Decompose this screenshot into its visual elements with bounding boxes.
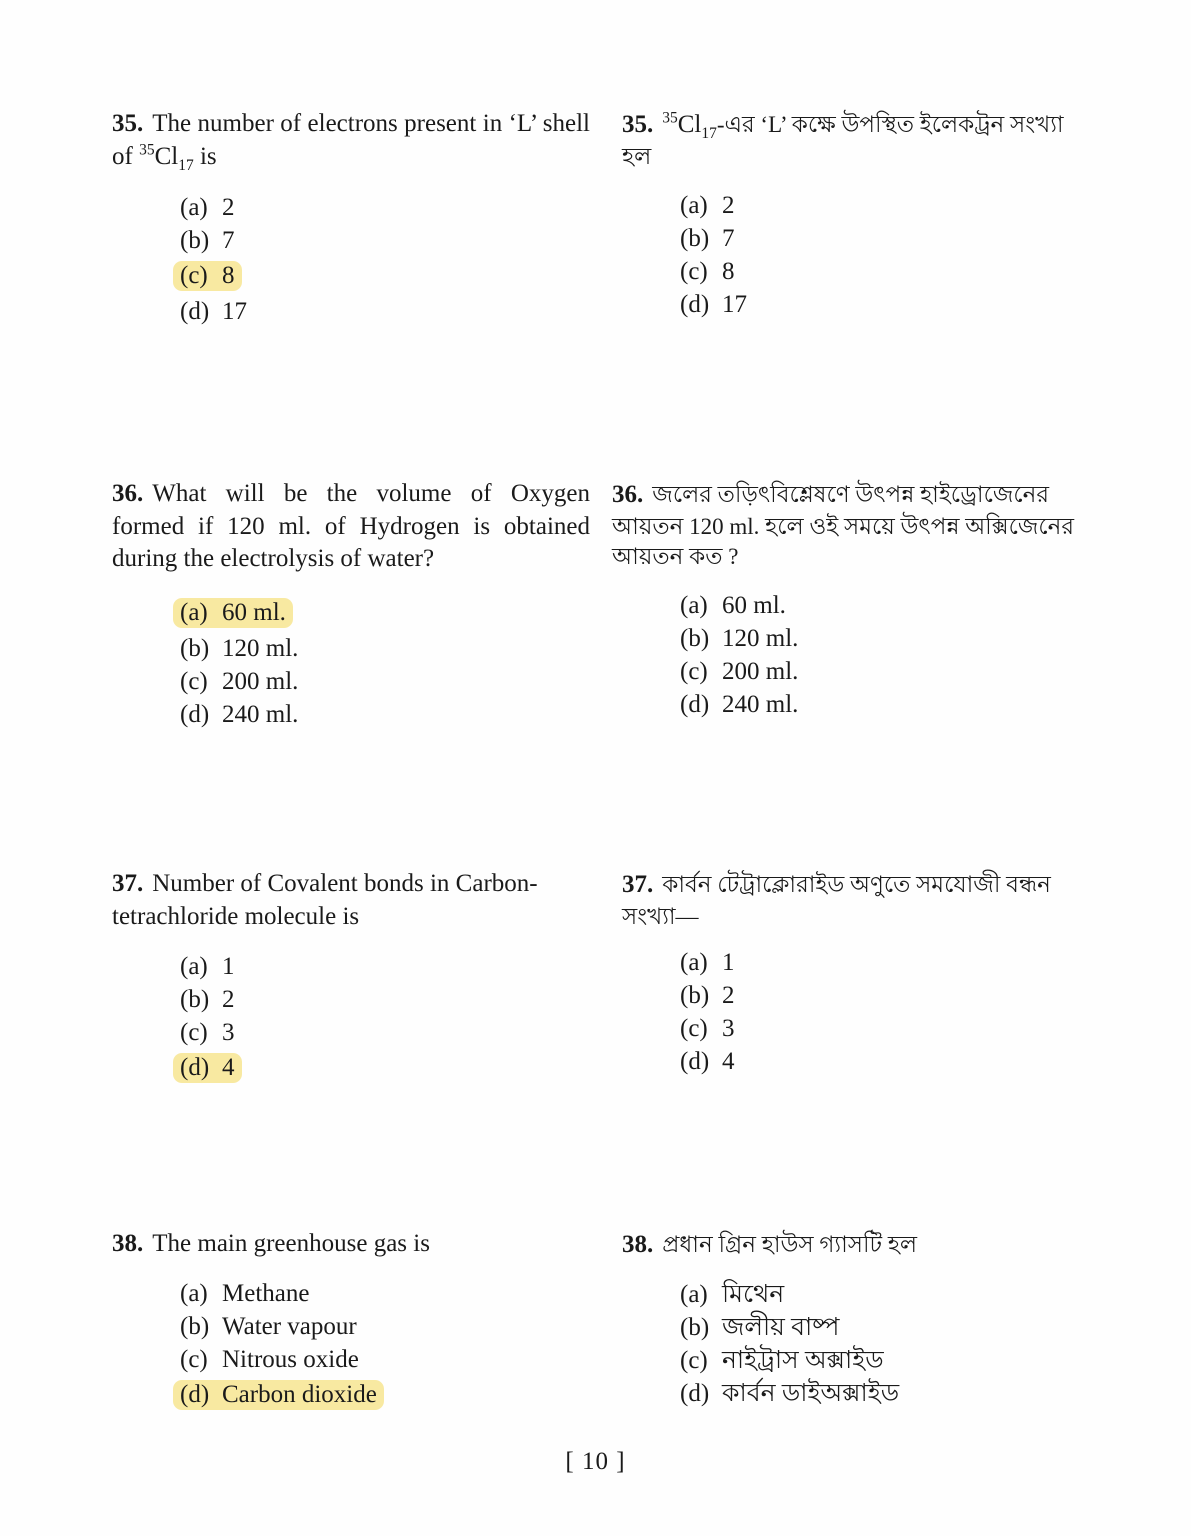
option-text: 120 ml. bbox=[722, 625, 799, 653]
question-36-bengali-stem bbox=[612, 478, 1092, 573]
option-label: (b) bbox=[680, 625, 710, 653]
page-number-footer: [ 10 ] bbox=[565, 1448, 626, 1475]
question-36-number-bengali: 36. bbox=[612, 481, 644, 508]
option-label: (c) bbox=[680, 258, 708, 286]
option-38-bn-a[interactable] bbox=[680, 1278, 1092, 1311]
option-text: 3 bbox=[222, 1019, 235, 1046]
option-35-bn-b[interactable] bbox=[680, 222, 1092, 255]
option-text: Water vapour bbox=[222, 1312, 357, 1340]
question-38-stem-text: The main greenhouse gas is bbox=[152, 1230, 430, 1257]
option-text: 2 bbox=[722, 192, 735, 220]
option-label: (c) bbox=[180, 1345, 208, 1373]
option-label: (c) bbox=[680, 658, 708, 686]
option-35-en-b[interactable] bbox=[180, 224, 590, 257]
option-37-en-d[interactable] bbox=[180, 1049, 590, 1087]
option-text: Nitrous oxide bbox=[222, 1345, 359, 1373]
question-35-stem-bengali-text: -এর ‘L’ কক্ষে উপস্থিত ইলেকট্রন সংখ্যা হল bbox=[622, 112, 1064, 169]
question-38-options-english bbox=[180, 1277, 590, 1414]
option-text: 1 bbox=[722, 949, 735, 977]
option-label: (c) bbox=[680, 1346, 708, 1374]
question-37-stem-text: Number of Covalent bonds in Carbon-tetrachloride molecule is bbox=[112, 870, 538, 930]
question-38-number-english: 38. bbox=[112, 1230, 144, 1257]
option-label: (c) bbox=[180, 262, 208, 289]
question-36-options-bengali bbox=[680, 589, 1092, 721]
question-35-options-bengali bbox=[680, 189, 1092, 321]
option-35-en-a[interactable] bbox=[180, 191, 590, 224]
question-36-stem-bengali-text: জলের তড়িৎবিশ্লেষণে উৎপন্ন হাইড্রোজেনের আয়তন 120 ml. হলে ওই সময়ে উৎপন্ন অক্সিজেনের আয়তন কত ? bbox=[612, 482, 1075, 570]
option-label: (b) bbox=[180, 227, 210, 254]
option-label: (a) bbox=[180, 598, 208, 626]
question-38-bengali-stem bbox=[622, 1228, 1092, 1262]
option-text: 240 ml. bbox=[222, 700, 299, 728]
question-37-options-bengali bbox=[680, 946, 1092, 1078]
option-38-bn-b[interactable] bbox=[680, 1311, 1092, 1344]
option-35-bn-d[interactable] bbox=[680, 288, 1092, 321]
option-38-en-c[interactable] bbox=[180, 1343, 590, 1376]
question-38-stem-bengali-text: প্রধান গ্রিন হাউস গ্যাসটি হল bbox=[662, 1232, 918, 1257]
question-37-stem-bengali-text: কার্বন টেট্রাক্লোরাইড অণুতে সমযোজী বন্ধন সংখ্যা— bbox=[622, 872, 1051, 929]
option-label: (a) bbox=[180, 953, 208, 980]
option-text: 60 ml. bbox=[722, 592, 786, 620]
question-35-number-bengali: 35. bbox=[622, 111, 654, 138]
option-text: 2 bbox=[722, 982, 735, 1010]
option-label: (b) bbox=[180, 1312, 210, 1340]
option-38-bn-c[interactable] bbox=[680, 1344, 1092, 1377]
question-37-bengali bbox=[622, 868, 1092, 1078]
question-38-number-bengali: 38. bbox=[622, 1231, 654, 1258]
question-35-isotope-symbol-en: Cl bbox=[154, 142, 179, 170]
question-36-stem-text: What will be the volume of Oxygen formed if 120 ml. of Hydrogen is obtained during the electrolysis of water? bbox=[112, 480, 590, 572]
option-label: (a) bbox=[180, 194, 208, 221]
option-35-en-d[interactable] bbox=[180, 295, 590, 328]
option-label: (a) bbox=[680, 592, 708, 620]
option-38-bn-d[interactable] bbox=[680, 1377, 1092, 1410]
option-label: (d) bbox=[180, 1380, 210, 1408]
option-35-en-c[interactable] bbox=[180, 257, 590, 295]
option-label: (a) bbox=[680, 192, 708, 220]
option-36-bn-a[interactable] bbox=[680, 589, 1092, 622]
question-35-number-english: 35. bbox=[112, 110, 144, 137]
question-38-options-bengali bbox=[680, 1278, 1092, 1410]
option-text: 7 bbox=[722, 225, 735, 253]
question-35-options-english bbox=[180, 191, 590, 328]
option-text: কার্বন ডাইঅক্সাইড bbox=[722, 1379, 900, 1407]
option-38-en-d[interactable] bbox=[180, 1376, 590, 1414]
question-35-isotope-symbol-bn: Cl bbox=[677, 111, 702, 138]
option-36-en-b[interactable] bbox=[180, 632, 590, 665]
option-text: 4 bbox=[222, 1054, 235, 1081]
option-label: (b) bbox=[180, 986, 210, 1013]
option-label: (c) bbox=[680, 1015, 708, 1043]
option-text: 8 bbox=[222, 262, 235, 289]
option-36-bn-b[interactable] bbox=[680, 622, 1092, 655]
question-37-number-bengali: 37. bbox=[622, 871, 654, 898]
option-text: 17 bbox=[722, 291, 747, 319]
question-35-stem-pre: The number of electrons present in ‘L’ shell of bbox=[112, 110, 590, 170]
option-label: (d) bbox=[680, 691, 710, 719]
question-35-isotope-subscript-bn: 17 bbox=[701, 124, 717, 142]
option-label: (c) bbox=[180, 667, 208, 695]
option-38-en-b[interactable] bbox=[180, 1310, 590, 1343]
option-label: (d) bbox=[680, 1379, 710, 1407]
option-text: 200 ml. bbox=[222, 667, 299, 695]
option-text: 2 bbox=[222, 986, 235, 1013]
option-text: 120 ml. bbox=[222, 634, 299, 662]
question-36-number-english: 36. bbox=[112, 480, 144, 507]
option-36-en-c[interactable] bbox=[180, 665, 590, 698]
option-36-en-a[interactable] bbox=[180, 594, 590, 632]
option-37-en-a[interactable] bbox=[180, 950, 590, 983]
option-text: জলীয় বাষ্প bbox=[722, 1313, 840, 1341]
option-text: 4 bbox=[722, 1048, 735, 1076]
option-text: 2 bbox=[222, 194, 235, 221]
question-35-isotope-subscript-en: 17 bbox=[178, 156, 194, 174]
option-text: 7 bbox=[222, 227, 235, 254]
question-36-options-english bbox=[180, 594, 590, 731]
option-text: 17 bbox=[222, 298, 247, 325]
option-35-bn-a[interactable] bbox=[680, 189, 1092, 222]
option-37-bn-b[interactable] bbox=[680, 979, 1092, 1012]
option-text: Methane bbox=[222, 1279, 310, 1307]
option-text: 60 ml. bbox=[222, 598, 286, 626]
option-label: (d) bbox=[680, 1048, 710, 1076]
question-38-bengali bbox=[622, 1228, 1092, 1410]
option-36-bn-c[interactable] bbox=[680, 655, 1092, 688]
option-label: (b) bbox=[680, 225, 710, 253]
option-label: (d) bbox=[180, 1054, 210, 1081]
option-37-bn-d[interactable] bbox=[680, 1045, 1092, 1078]
question-37-options-english bbox=[180, 950, 590, 1087]
option-text: 200 ml. bbox=[722, 658, 799, 686]
option-text: 8 bbox=[722, 258, 735, 286]
option-text: 240 ml. bbox=[722, 691, 799, 719]
question-37-bengali-stem bbox=[622, 868, 1092, 932]
option-35-bn-c[interactable] bbox=[680, 255, 1092, 288]
question-38-english-stem bbox=[112, 1228, 590, 1261]
question-37-number-english: 37. bbox=[112, 870, 144, 897]
option-text: 3 bbox=[722, 1015, 735, 1043]
option-label: (d) bbox=[680, 291, 710, 319]
question-35-english bbox=[112, 108, 590, 328]
question-35-stem-post: is bbox=[193, 142, 217, 170]
option-label: (a) bbox=[180, 1279, 208, 1307]
question-35-bengali-stem bbox=[622, 108, 1092, 172]
question-35-english-stem bbox=[112, 108, 590, 173]
question-35-isotope-superscript-bn: 35 bbox=[662, 109, 678, 127]
option-text: নাইট্রাস অক্সাইড bbox=[722, 1346, 884, 1374]
option-37-bn-c[interactable] bbox=[680, 1012, 1092, 1045]
question-36-english-stem bbox=[112, 478, 590, 576]
option-label: (b) bbox=[680, 982, 710, 1010]
option-label: (d) bbox=[180, 700, 210, 728]
question-36-english bbox=[112, 478, 590, 731]
option-37-en-b[interactable] bbox=[180, 983, 590, 1016]
option-36-en-d[interactable] bbox=[180, 698, 590, 731]
option-label: (d) bbox=[180, 298, 210, 325]
option-text: 1 bbox=[222, 953, 235, 980]
option-label: (a) bbox=[680, 1280, 708, 1308]
option-36-bn-d[interactable] bbox=[680, 688, 1092, 721]
question-38-english bbox=[112, 1228, 590, 1414]
question-37-english bbox=[112, 868, 590, 1087]
question-35-bengali bbox=[622, 108, 1092, 321]
option-label: (a) bbox=[680, 949, 708, 977]
question-37-english-stem bbox=[112, 868, 590, 933]
option-label: (c) bbox=[180, 1019, 208, 1046]
option-label: (b) bbox=[180, 634, 210, 662]
option-38-en-a[interactable] bbox=[180, 1277, 590, 1310]
option-37-bn-a[interactable] bbox=[680, 946, 1092, 979]
option-text: মিথেন bbox=[722, 1280, 785, 1308]
option-text: Carbon dioxide bbox=[222, 1380, 377, 1408]
question-36-bengali bbox=[612, 478, 1092, 721]
option-label: (b) bbox=[680, 1313, 710, 1341]
question-35-isotope-superscript-en: 35 bbox=[139, 140, 155, 158]
option-37-en-c[interactable] bbox=[180, 1016, 590, 1049]
